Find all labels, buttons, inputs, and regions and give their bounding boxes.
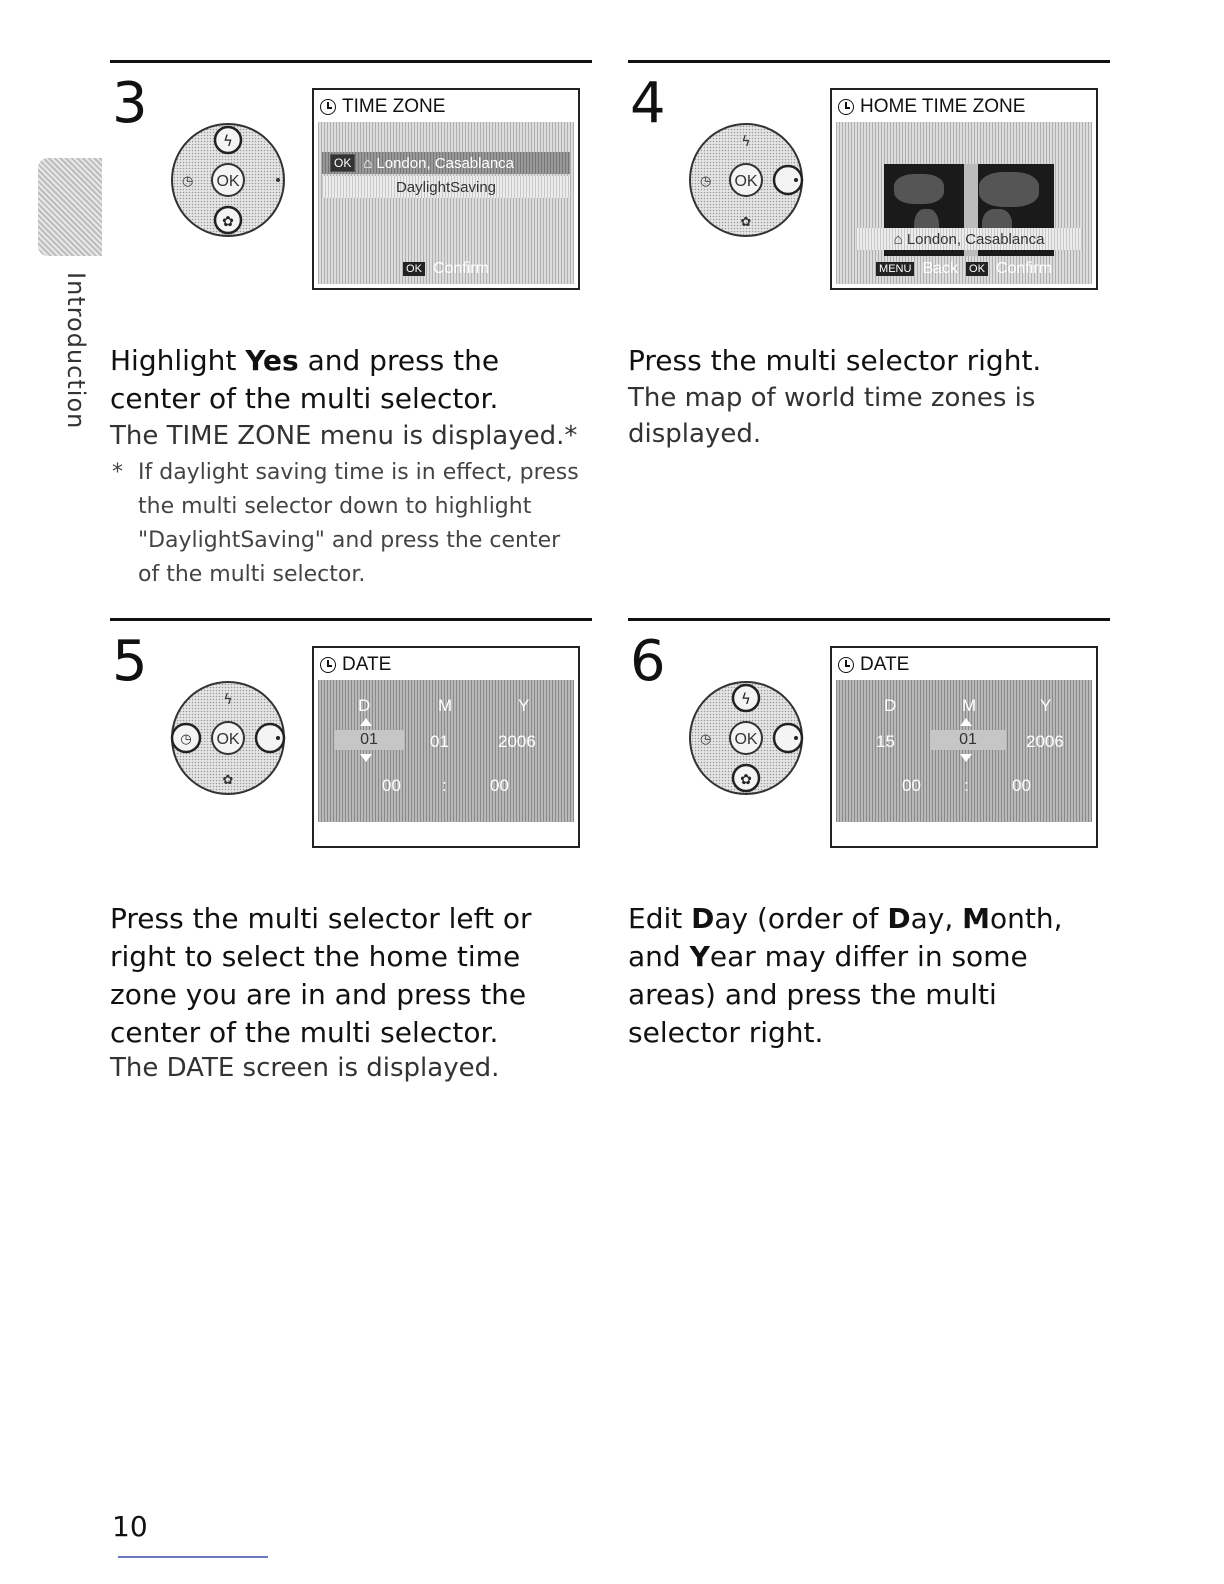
ok-button-icon: OK (403, 262, 425, 276)
ok-badge: OK (330, 154, 355, 172)
step-body: The map of world time zones is displayed. (628, 383, 1036, 449)
camera-screen-date (830, 646, 1098, 848)
step-body: The DATE screen is displayed. (110, 1053, 500, 1083)
menu-item-label: London, Casablanca (376, 154, 515, 172)
col-day-label: D (884, 696, 897, 715)
page-underline (118, 1556, 268, 1558)
screen-title: HOME TIME ZONE (860, 96, 1026, 117)
svg-text:ϟ: ϟ (223, 132, 233, 150)
screen-title: TIME ZONE (342, 96, 446, 117)
clock-icon (838, 657, 854, 673)
heading-text: Edit (628, 902, 692, 935)
svg-text:◷: ◷ (182, 174, 194, 189)
col-month-label: M (962, 696, 977, 715)
step-4 (628, 60, 1110, 460)
step-number: 4 (630, 71, 666, 136)
arrow-down-icon (960, 754, 972, 762)
step-body: The TIME ZONE menu is displayed.* (110, 421, 578, 451)
footnote-text: If daylight saving time is in effect, press the multi selector down to highlight "DaylightSaving" and press the center of the multi selector. (138, 460, 579, 587)
screen-panel (318, 680, 574, 822)
heading-bold: Y (689, 940, 710, 973)
screen-title: DATE (860, 654, 910, 675)
clock-icon (320, 99, 336, 115)
month-field-highlight: 01 (930, 730, 1006, 750)
menu-button-icon: MENU (876, 262, 914, 276)
col-year-label: Y (1040, 696, 1052, 715)
svg-text:OK: OK (734, 731, 758, 748)
step-heading: Press the multi selector left or right to select the home time zone you are in and press the center of the multi selector. (110, 902, 532, 1049)
col-month-label: M (438, 696, 453, 715)
footnote (112, 456, 588, 592)
clock-icon (320, 657, 336, 673)
screen-panel (318, 122, 574, 284)
multi-selector-icon (688, 122, 804, 238)
camera-screen-date (312, 646, 580, 848)
home-icon: ⌂ (363, 154, 373, 172)
step-divider (110, 618, 592, 621)
month-value: 01 (430, 732, 449, 751)
heading-bold: M (962, 902, 991, 935)
ok-button-icon: OK (966, 262, 988, 276)
multi-selector-icon (170, 680, 286, 796)
svg-text:ϟ: ϟ (741, 690, 751, 708)
svg-text:ϟ: ϟ (741, 134, 751, 150)
menu-item-selected (322, 152, 570, 174)
heading-text: and press the center of the multi selector. (110, 344, 500, 415)
menu-item-daylight: DaylightSaving (322, 176, 570, 198)
minute-value: 00 (1012, 776, 1031, 795)
step-heading (628, 900, 1110, 1052)
svg-text:✿: ✿ (222, 773, 234, 788)
location-label: London, Casablanca (906, 230, 1045, 248)
step-5 (110, 618, 592, 1098)
year-value: 2006 (498, 732, 536, 751)
time-separator: : (964, 776, 969, 795)
screen-footer (836, 260, 1092, 278)
step-6 (628, 618, 1110, 1058)
svg-text:OK: OK (734, 173, 758, 190)
step-divider (628, 618, 1110, 621)
arrow-down-icon (360, 754, 372, 762)
year-value: 2006 (1026, 732, 1064, 751)
heading-text: ay (order of (714, 902, 888, 935)
step-number: 5 (112, 629, 148, 694)
step-number: 3 (112, 71, 148, 136)
svg-text:OK: OK (216, 173, 240, 190)
back-label: Back (922, 260, 959, 277)
clock-icon (838, 99, 854, 115)
hour-value: 00 (382, 776, 401, 795)
day-value: 15 (876, 732, 895, 751)
heading-text: ear may differ in some areas) and press the multi selector right. (628, 940, 1028, 1049)
svg-text:◷: ◷ (700, 174, 712, 189)
multi-selector-icon (688, 680, 804, 796)
heading-text: ay, (910, 902, 963, 935)
home-icon: ⌂ (893, 230, 907, 248)
page-number: 10 (112, 1510, 148, 1543)
day-field-highlight: 01 (334, 730, 404, 750)
footnote-marker: * (112, 460, 123, 485)
col-year-label: Y (518, 696, 530, 715)
location-row (856, 228, 1082, 250)
svg-text:✿: ✿ (222, 214, 234, 230)
svg-text:✿: ✿ (740, 772, 752, 788)
confirm-label: Confirm (432, 260, 489, 277)
svg-text:✿: ✿ (740, 215, 752, 230)
step-number: 6 (630, 629, 666, 694)
camera-screen-time-zone (312, 88, 580, 290)
step-divider (110, 60, 592, 63)
heading-bold: D (887, 902, 911, 935)
time-separator: : (442, 776, 447, 795)
step-heading: Press the multi selector right. (628, 344, 1042, 377)
svg-text:OK: OK (216, 731, 240, 748)
svg-text:◷: ◷ (700, 732, 712, 747)
screen-title: DATE (342, 654, 392, 675)
heading-text: onth, and (628, 902, 1063, 973)
heading-bold: D (691, 902, 715, 935)
multi-selector-icon (170, 122, 286, 238)
camera-screen-home-time-zone (830, 88, 1098, 290)
section-label: Introduction (62, 272, 90, 430)
step-divider (628, 60, 1110, 63)
step-heading (110, 342, 580, 418)
screen-footer (318, 260, 574, 278)
col-day-label: D (358, 696, 371, 715)
section-tab (38, 158, 102, 256)
minute-value: 00 (490, 776, 509, 795)
heading-text: Highlight (110, 344, 246, 377)
arrow-up-icon (960, 718, 972, 726)
heading-bold: Yes (245, 344, 299, 377)
svg-text:ϟ: ϟ (223, 692, 233, 708)
screen-panel (836, 680, 1092, 822)
screen-panel (836, 122, 1092, 284)
svg-text:◷: ◷ (180, 732, 192, 747)
hour-value: 00 (902, 776, 921, 795)
confirm-label: Confirm (995, 260, 1052, 277)
arrow-up-icon (360, 718, 372, 726)
step-3 (110, 60, 592, 600)
